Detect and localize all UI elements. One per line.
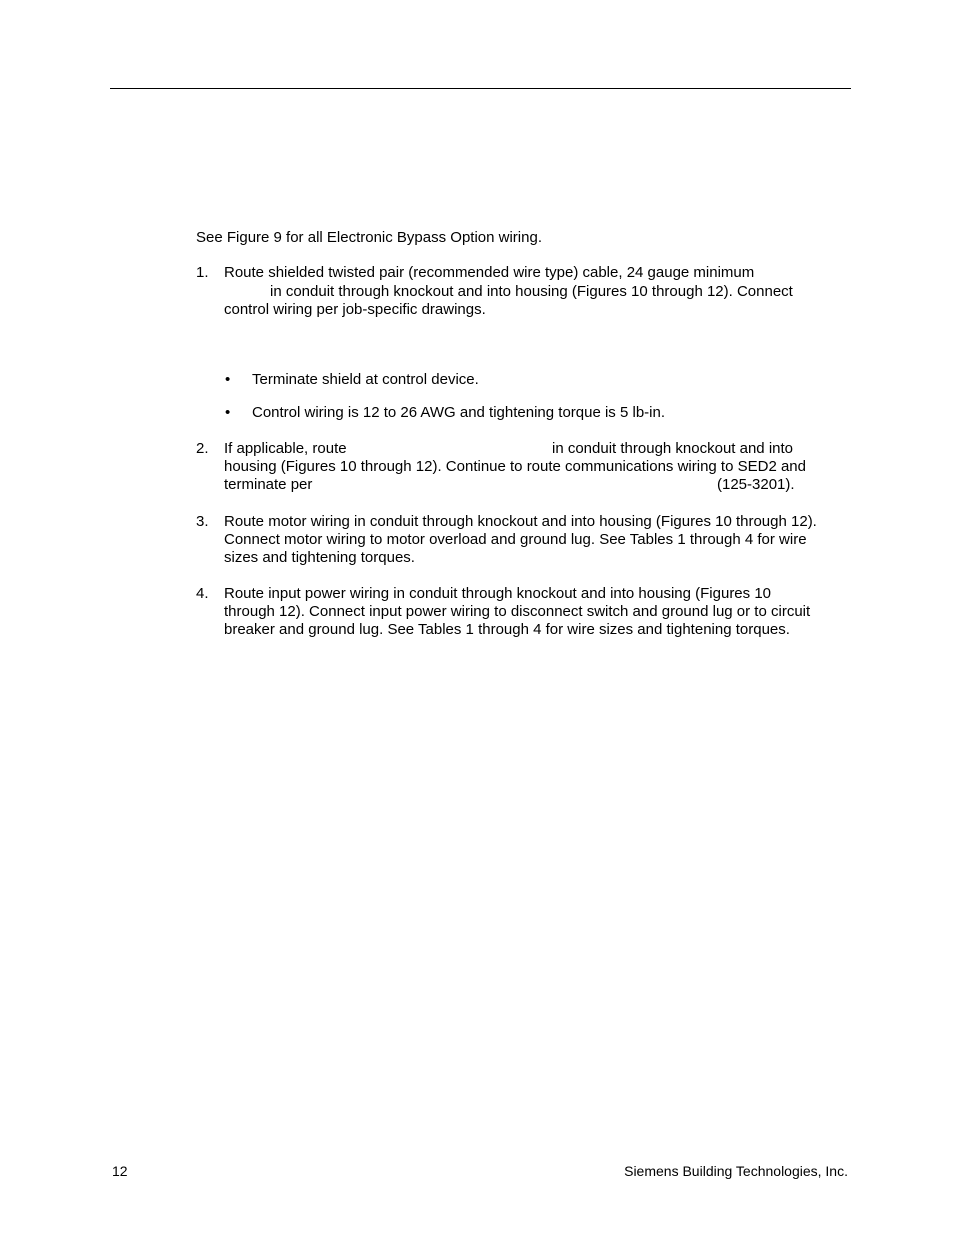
bullet-icon: • [225,404,231,421]
step-4-number: 4. [196,585,209,602]
step-3-line-3: sizes and tightening torques. [224,549,415,566]
step-1-line-1: Route shielded twisted pair (recommended wire type) cable, 24 gauge minimum [224,264,755,281]
step-4-line-3: breaker and ground lug. See Tables 1 through 4 for wire sizes and tightening torques. [224,621,790,638]
step-3-number: 3. [196,513,209,530]
intro-text: See Figure 9 for all Electronic Bypass Option wiring. [196,229,542,246]
step-3-line-1: Route motor wiring in conduit through knockout and into housing (Figures 10 through 12). [224,513,817,530]
step-2-line-1b: in conduit through knockout and into [552,440,794,457]
step-2-line-2: housing (Figures 10 through 12). Continue to route communications wiring to SED2 and [224,458,806,475]
step-1-bullet-2: Control wiring is 12 to 26 AWG and tightening torque is 5 lb-in. [252,404,665,421]
step-1-line-3: control wiring per job-specific drawings. [224,301,486,318]
step-1-bullet-1: Terminate shield at control device. [252,371,479,388]
page-number: 12 [112,1163,128,1179]
step-4-line-2: through 12). Connect input power wiring to disconnect switch and ground lug or to circuit [224,603,811,620]
step-2-line-3a: terminate per [224,476,313,493]
step-2-line-1a: If applicable, route [224,440,347,457]
step-4-line-1: Route input power wiring in conduit through knockout and into housing (Figures 10 [224,585,772,602]
bullet-icon: • [225,371,231,388]
step-1-number: 1. [196,264,209,281]
footer-company: Siemens Building Technologies, Inc. [624,1163,848,1179]
step-1-line-2: in conduit through knockout and into housing (Figures 10 through 12). Connect [270,283,793,300]
step-3-line-2: Connect motor wiring to motor overload and ground lug. See Tables 1 through 4 for wire [224,531,807,548]
step-2-line-3b: (125-3201). [717,476,795,493]
header-rule [110,88,851,89]
step-2-number: 2. [196,440,209,457]
